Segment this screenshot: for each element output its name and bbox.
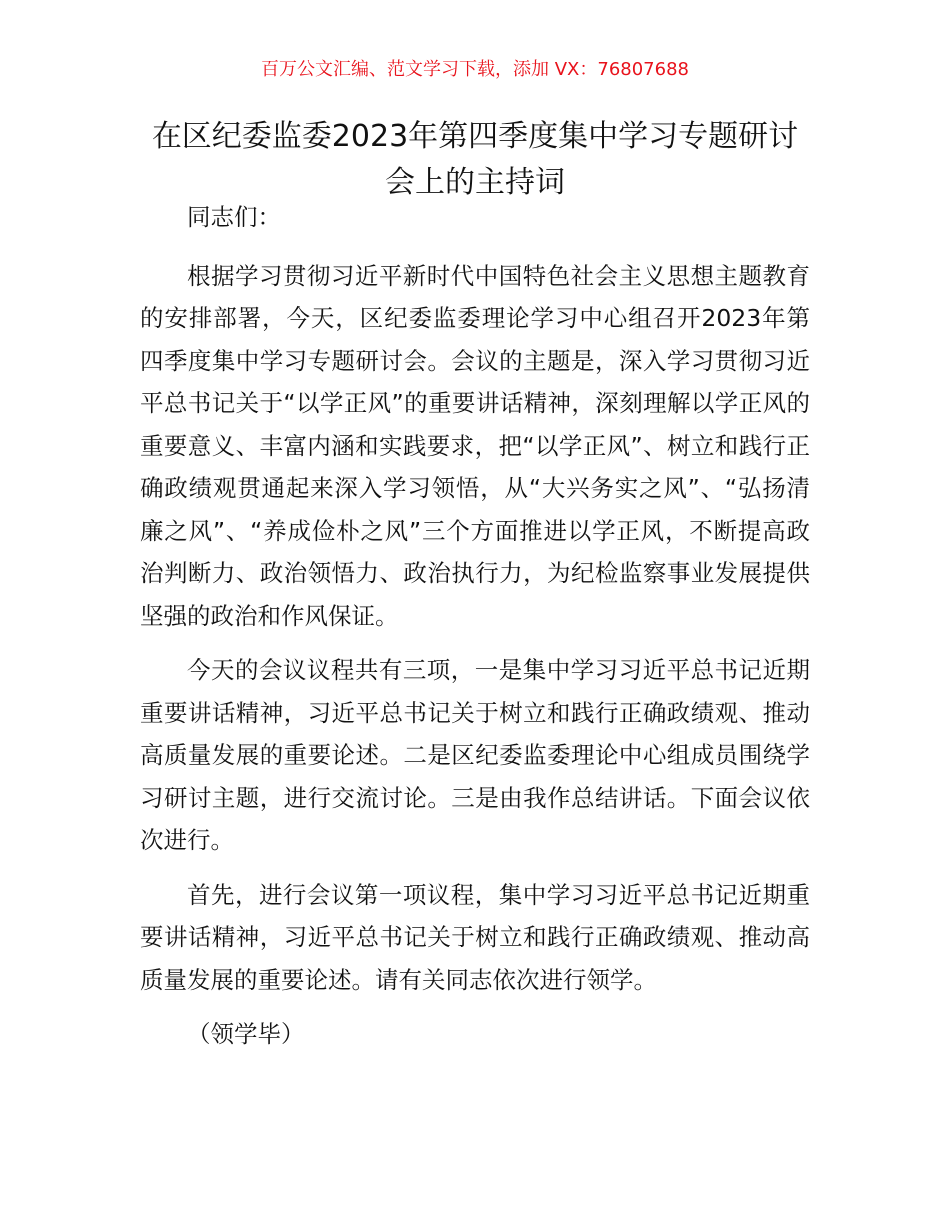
header-note: 百万公文汇编、范文学习下载，添加 VX：76807688 — [261, 59, 689, 80]
document-body — [140, 196, 810, 1068]
paragraph-2: 今天的会议议程共有三项，一是集中学习习近平总书记近期重要讲话精神，习近平总书记关于树立和践行正确政绩观、推动高质量发展的重要论述。二是区纪委监委理论中心组成员围绕学习研讨主题，进行交流讨论。三是由我作总结讲话。下面会议依次进行。 — [140, 656, 810, 854]
paragraph-1: 根据学习贯彻习近平新时代中国特色社会主义思想主题教育的安排部署，今天，区纪委监委理论学习中心组召开2023年第四季度集中学习专题研讨会。会议的主题是，深入学习贯彻习近平总书记关于“以学正风”的重要讲话精神，深刻理解以学正风的重要意义、丰富内涵和实践要求，把“以学正风”、树立和践行正确政绩观贯通起来深入学习领悟，从“大兴务实之风”、“弘扬清廉之风”、“养成俭朴之风”三个方面推进以学正风，不断提高政治判断力、政治领悟力、政治执行力，为纪检监察事业发展提供坚强的政治和作风保证。 — [140, 261, 810, 630]
paragraph-4: （领学毕） — [187, 1020, 305, 1048]
paragraph-3: 首先，进行会议第一项议程，集中学习习近平总书记近期重要讲话精神，习近平总书记关于树立和践行正确政绩观、推动高质量发展的重要论述。请有关同志依次进行领学。 — [140, 880, 810, 994]
document-title: 在区纪委监委2023年第四季度集中学习专题研讨会上的主持词 — [151, 119, 799, 200]
salutation: 同志们： — [187, 203, 281, 231]
